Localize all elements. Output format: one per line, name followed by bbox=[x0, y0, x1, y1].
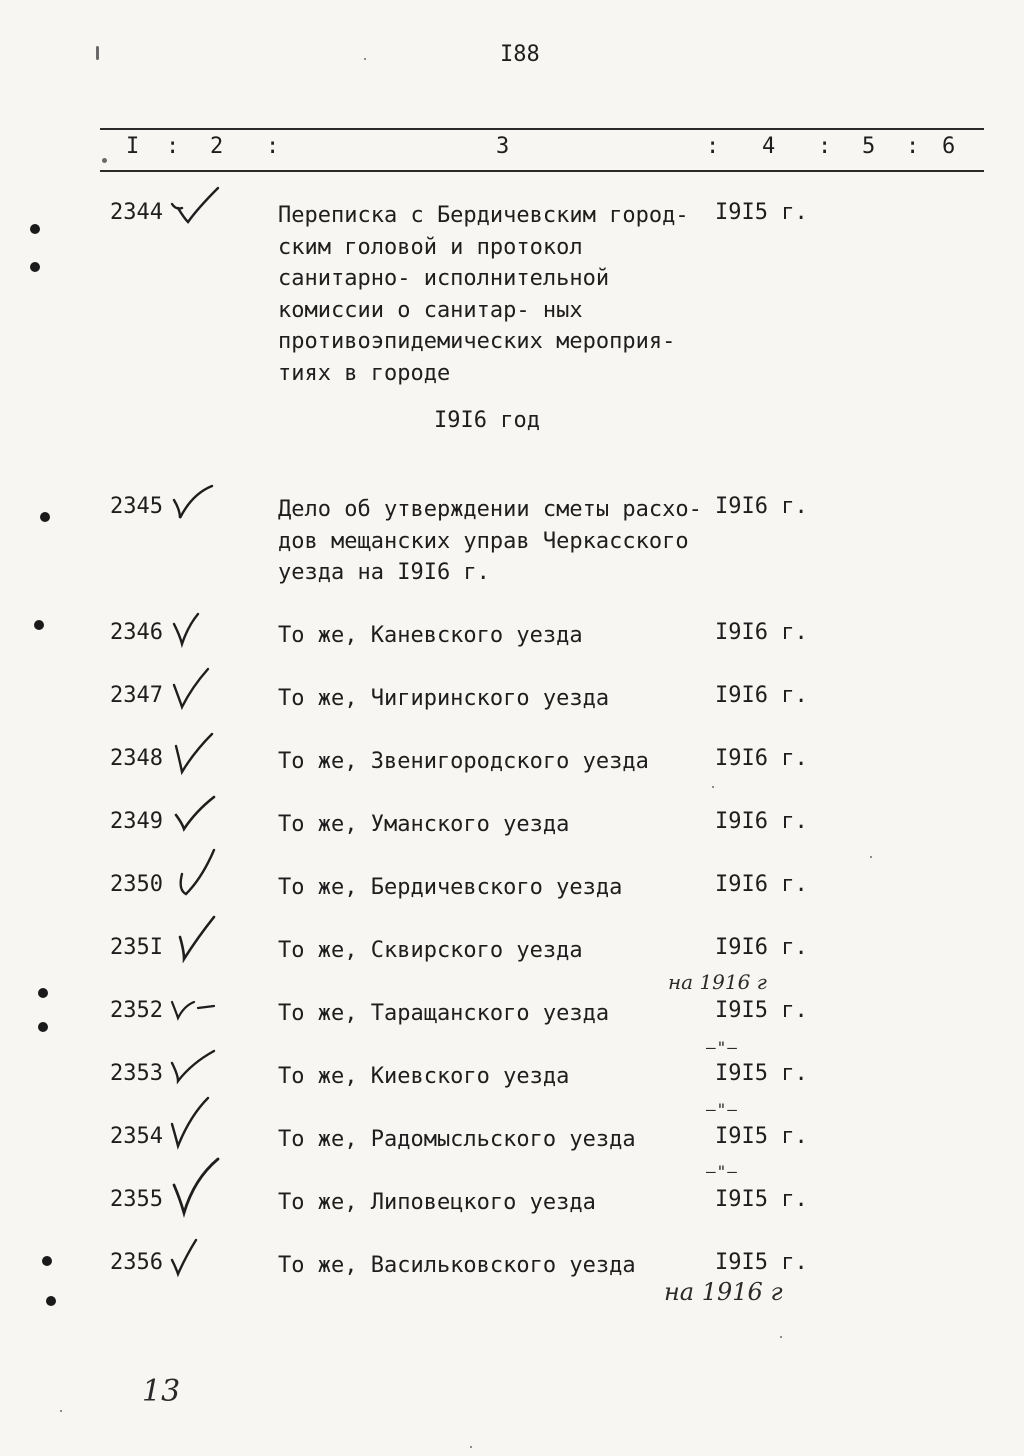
record-date: I9I6 г. bbox=[715, 683, 808, 708]
handwritten-ditto-mark: –"– bbox=[706, 1038, 738, 1057]
record-date: I9I6 г. bbox=[715, 494, 808, 519]
record-description: То же, Сквирского уезда bbox=[278, 938, 583, 963]
header-top-rule bbox=[100, 128, 984, 130]
column-header-4: 4 bbox=[762, 134, 776, 159]
handwritten-correction-note: на 1916 г bbox=[668, 970, 767, 994]
scan-speck bbox=[364, 58, 366, 60]
record-number: 2348 bbox=[110, 746, 163, 771]
column-header-5: 5 bbox=[862, 134, 876, 159]
handwritten-correction-note: на 1916 г bbox=[664, 1278, 783, 1306]
record-date: I9I5 г. bbox=[715, 1124, 808, 1149]
record-description: То же, Звенигородского уезда bbox=[278, 749, 649, 774]
record-description: То же, Чигиринского уезда bbox=[278, 686, 610, 711]
record-date: I9I6 г. bbox=[715, 872, 808, 897]
punch-hole-mark bbox=[38, 988, 48, 998]
checkmark-icon bbox=[168, 1116, 224, 1156]
scan-speck bbox=[96, 46, 99, 60]
checkmark-icon bbox=[168, 927, 224, 967]
record-number: 2344 bbox=[110, 200, 163, 225]
punch-hole-mark bbox=[30, 224, 40, 234]
record-description: Переписка с Бердичевским город- ским головой и протокол санитарно- исполнительной комиссии о санитар- ных противоэпидемических мероприя- тиях в городе bbox=[278, 203, 689, 386]
header-bottom-rule bbox=[100, 170, 984, 172]
record-description: То же, Липовецкого уезда bbox=[278, 1190, 596, 1215]
record-number: 235I bbox=[110, 935, 163, 960]
scan-speck bbox=[470, 1446, 472, 1448]
column-header-separator: : bbox=[906, 134, 920, 159]
column-header-separator: : bbox=[166, 134, 180, 159]
column-header-1: I bbox=[126, 134, 140, 159]
record-date: I9I6 г. bbox=[715, 746, 808, 771]
record-number: 2349 bbox=[110, 809, 163, 834]
record-description: То же, Таращанского уезда bbox=[278, 1001, 610, 1026]
column-header-3: 3 bbox=[496, 134, 510, 159]
column-header-separator: : bbox=[266, 134, 280, 159]
record-date: I9I6 г. bbox=[715, 935, 808, 960]
checkmark-icon bbox=[168, 864, 224, 904]
record-number: 2353 bbox=[110, 1061, 163, 1086]
checkmark-icon bbox=[168, 738, 224, 778]
column-header-2: 2 bbox=[210, 134, 224, 159]
scan-speck bbox=[102, 158, 107, 163]
punch-hole-mark bbox=[30, 262, 40, 272]
record-date: I9I5 г. bbox=[715, 1061, 808, 1086]
punch-hole-mark bbox=[46, 1296, 56, 1306]
record-number: 2345 bbox=[110, 494, 163, 519]
scan-speck bbox=[780, 1336, 782, 1338]
handwritten-corner-number: 13 bbox=[142, 1374, 181, 1409]
checkmark-icon bbox=[168, 192, 224, 232]
punch-hole-mark bbox=[40, 512, 50, 522]
record-date: I9I6 г. bbox=[715, 620, 808, 645]
record-date: I9I5 г. bbox=[715, 200, 808, 225]
record-description: То же, Васильковского уезда bbox=[278, 1253, 636, 1278]
checkmark-icon bbox=[168, 486, 224, 526]
punch-hole-mark bbox=[34, 620, 44, 630]
checkmark-icon bbox=[168, 990, 224, 1030]
record-description: То же, Киевского уезда bbox=[278, 1064, 570, 1089]
record-number: 2355 bbox=[110, 1187, 163, 1212]
checkmark-icon bbox=[168, 801, 224, 841]
record-date: I9I5 г. bbox=[715, 1250, 808, 1275]
record-description: То же, Уманского уезда bbox=[278, 812, 570, 837]
record-number: 2352 bbox=[110, 998, 163, 1023]
column-header-separator: : bbox=[706, 134, 720, 159]
handwritten-ditto-mark: –"– bbox=[706, 1100, 738, 1119]
record-description: То же, Радомысльского уезда bbox=[278, 1127, 636, 1152]
checkmark-icon bbox=[168, 675, 224, 715]
punch-hole-mark bbox=[42, 1256, 52, 1266]
checkmark-icon bbox=[168, 1242, 224, 1282]
punch-hole-mark bbox=[38, 1022, 48, 1032]
record-date: I9I5 г. bbox=[715, 998, 808, 1023]
record-description: То же, Бердичевского уезда bbox=[278, 875, 623, 900]
record-number: 2356 bbox=[110, 1250, 163, 1275]
checkmark-icon bbox=[168, 1053, 224, 1093]
column-header-6: 6 bbox=[942, 134, 956, 159]
scan-speck bbox=[712, 786, 714, 788]
record-number: 2347 bbox=[110, 683, 163, 708]
record-number: 2354 bbox=[110, 1124, 163, 1149]
checkmark-icon bbox=[168, 612, 224, 652]
page-number: I88 bbox=[500, 42, 540, 67]
record-date: I9I6 г. bbox=[715, 809, 808, 834]
year-heading: I9I6 год bbox=[434, 408, 540, 433]
scan-speck bbox=[870, 856, 872, 858]
checkmark-icon bbox=[168, 1179, 224, 1219]
handwritten-ditto-mark: –"– bbox=[706, 1162, 738, 1181]
record-description: То же, Каневского уезда bbox=[278, 623, 583, 648]
record-date: I9I5 г. bbox=[715, 1187, 808, 1212]
record-number: 2350 bbox=[110, 872, 163, 897]
record-number: 2346 bbox=[110, 620, 163, 645]
record-description: Дело об утверждении сметы расхо- дов мещанских управ Черкасского уезда на I9I6 г. bbox=[278, 497, 702, 585]
scan-speck bbox=[60, 1410, 62, 1412]
column-header-separator: : bbox=[818, 134, 832, 159]
